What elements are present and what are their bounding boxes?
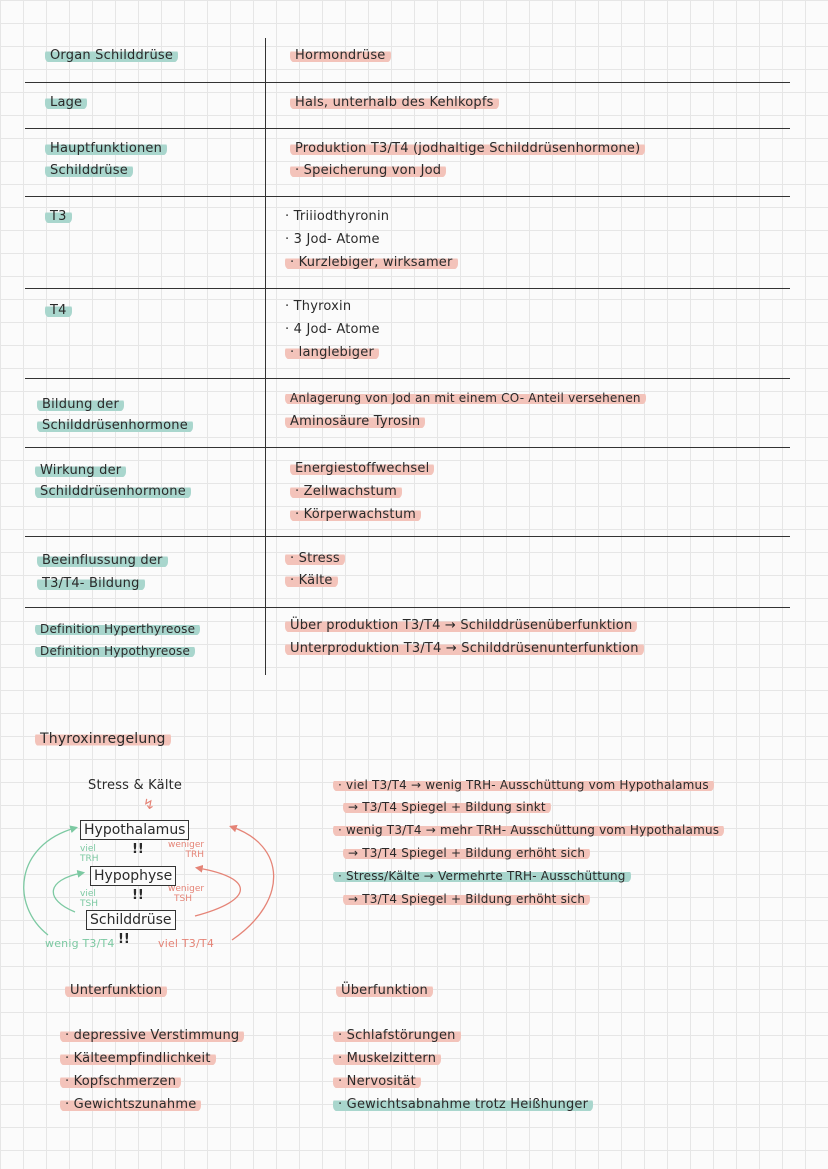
row-bildung-value: Anlagerung von Jod an mit einem CO- Anteil versehenen xyxy=(285,390,646,407)
label-viel-trh: viel TRH xyxy=(80,844,99,864)
row-lage-label: Lage xyxy=(45,94,87,111)
row-t4-value: · 4 Jod- Atome xyxy=(285,322,380,337)
lightning-icon: ↯ xyxy=(143,797,155,813)
box-schilddruese: Schilddrüse xyxy=(86,910,176,930)
ueberfunktion-item: · Muskelzittern xyxy=(333,1050,441,1067)
row-definition-label: Definition Hyperthyreose xyxy=(35,621,200,638)
row-hauptfunktionen-label: Schilddrüse xyxy=(45,162,133,179)
row-wirkung-label: Schilddrüsenhormone xyxy=(35,483,191,500)
row-bildung-label: Bildung der xyxy=(37,396,124,413)
row-t4-value: · Thyroxin xyxy=(285,299,352,314)
box-hypothalamus: Hypothalamus xyxy=(80,820,189,840)
row-bildung-value: Aminosäure Tyrosin xyxy=(285,413,425,430)
row-wirkung-label: Wirkung der xyxy=(35,462,126,479)
row-beeinflussung-value: · Kälte xyxy=(285,572,338,589)
ueberfunktion-item: · Gewichtsabnahme trotz Heißhunger xyxy=(333,1096,593,1113)
row-hauptfunktionen-value: Produktion T3/T4 (jodhaltige Schilddrüsenhormone) xyxy=(290,140,645,157)
box-hypophyse: Hypophyse xyxy=(90,866,176,886)
row-t3-value: · Kurzlebiger, wirksamer xyxy=(285,254,458,271)
regulation-note: → T3/T4 Spiegel + Bildung erhöht sich xyxy=(343,845,590,862)
row-definition-value: Unterproduktion T3/T4 → Schilddrüsenunterfunktion xyxy=(285,640,644,657)
row-wirkung-value: · Zellwachstum xyxy=(290,483,402,500)
label-viel-t3t4: viel T3/T4 xyxy=(158,937,215,950)
row-definition-value: Über produktion T3/T4 → Schilddrüsenüberfunktion xyxy=(285,617,637,634)
row-hauptfunktionen-value: · Speicherung von Jod xyxy=(290,162,446,179)
row-t4-value: · langlebiger xyxy=(285,344,379,361)
row-hauptfunktionen-label: Hauptfunktionen xyxy=(45,140,167,157)
label-wenig-t3t4: wenig T3/T4 xyxy=(45,937,115,950)
ueberfunktion-item: · Schlafstörungen xyxy=(333,1027,461,1044)
row-t3-value: · Triiiodthyronin xyxy=(285,209,390,224)
row-t3-label: T3 xyxy=(45,208,72,225)
row-beeinflussung-label: Beeinflussung der xyxy=(37,552,168,569)
arrow-down-icon: !! xyxy=(132,842,144,857)
row-wirkung-value: · Körperwachstum xyxy=(290,506,421,523)
row-beeinflussung-value: · Stress xyxy=(285,550,345,567)
stress-kaelte-label: Stress & Kälte xyxy=(88,778,183,793)
table-header-right: Hormondrüse xyxy=(290,47,391,64)
unterfunktion-item: · Gewichtszunahme xyxy=(60,1096,201,1113)
row-t3-value: · 3 Jod- Atome xyxy=(285,232,380,247)
label-weniger-tsh: weniger TSH xyxy=(168,884,205,904)
regulation-note: · viel T3/T4 → wenig TRH- Ausschüttung vom Hypothalamus xyxy=(333,777,714,794)
row-wirkung-value: Energiestoffwechsel xyxy=(290,460,434,477)
regulation-note: → T3/T4 Spiegel + Bildung erhöht sich xyxy=(343,891,590,908)
unterfunktion-item: · depressive Verstimmung xyxy=(60,1027,244,1044)
row-beeinflussung-label: T3/T4- Bildung xyxy=(37,575,145,592)
ueberfunktion-title: Überfunktion xyxy=(336,982,433,999)
unterfunktion-title: Unterfunktion xyxy=(65,982,167,999)
label-weniger-trh: weniger TRH xyxy=(168,840,205,860)
regulation-note: · wenig T3/T4 → mehr TRH- Ausschüttung vom Hypothalamus xyxy=(333,822,724,839)
regulation-note: → T3/T4 Spiegel + Bildung sinkt xyxy=(343,799,551,816)
ueberfunktion-item: · Nervosität xyxy=(333,1073,421,1090)
row-t4-label: T4 xyxy=(45,302,72,319)
unterfunktion-item: · Kopfschmerzen xyxy=(60,1073,181,1090)
arrow-down-icon: !! xyxy=(132,888,144,903)
unterfunktion-item: · Kälteempfindlichkeit xyxy=(60,1050,216,1067)
row-lage-value: Hals, unterhalb des Kehlkopfs xyxy=(290,94,499,111)
row-bildung-label: Schilddrüsenhormone xyxy=(37,417,193,434)
arrow-down-icon: !! xyxy=(118,932,130,947)
regulation-note: · Stress/Kälte → Vermehrte TRH- Ausschüttung xyxy=(333,868,631,885)
table-header-left: Organ Schilddrüse xyxy=(45,47,178,64)
row-definition-label: Definition Hypothyreose xyxy=(35,643,195,660)
regulation-title: Thyroxinregelung xyxy=(35,731,171,748)
label-viel-tsh: viel TSH xyxy=(80,889,98,909)
